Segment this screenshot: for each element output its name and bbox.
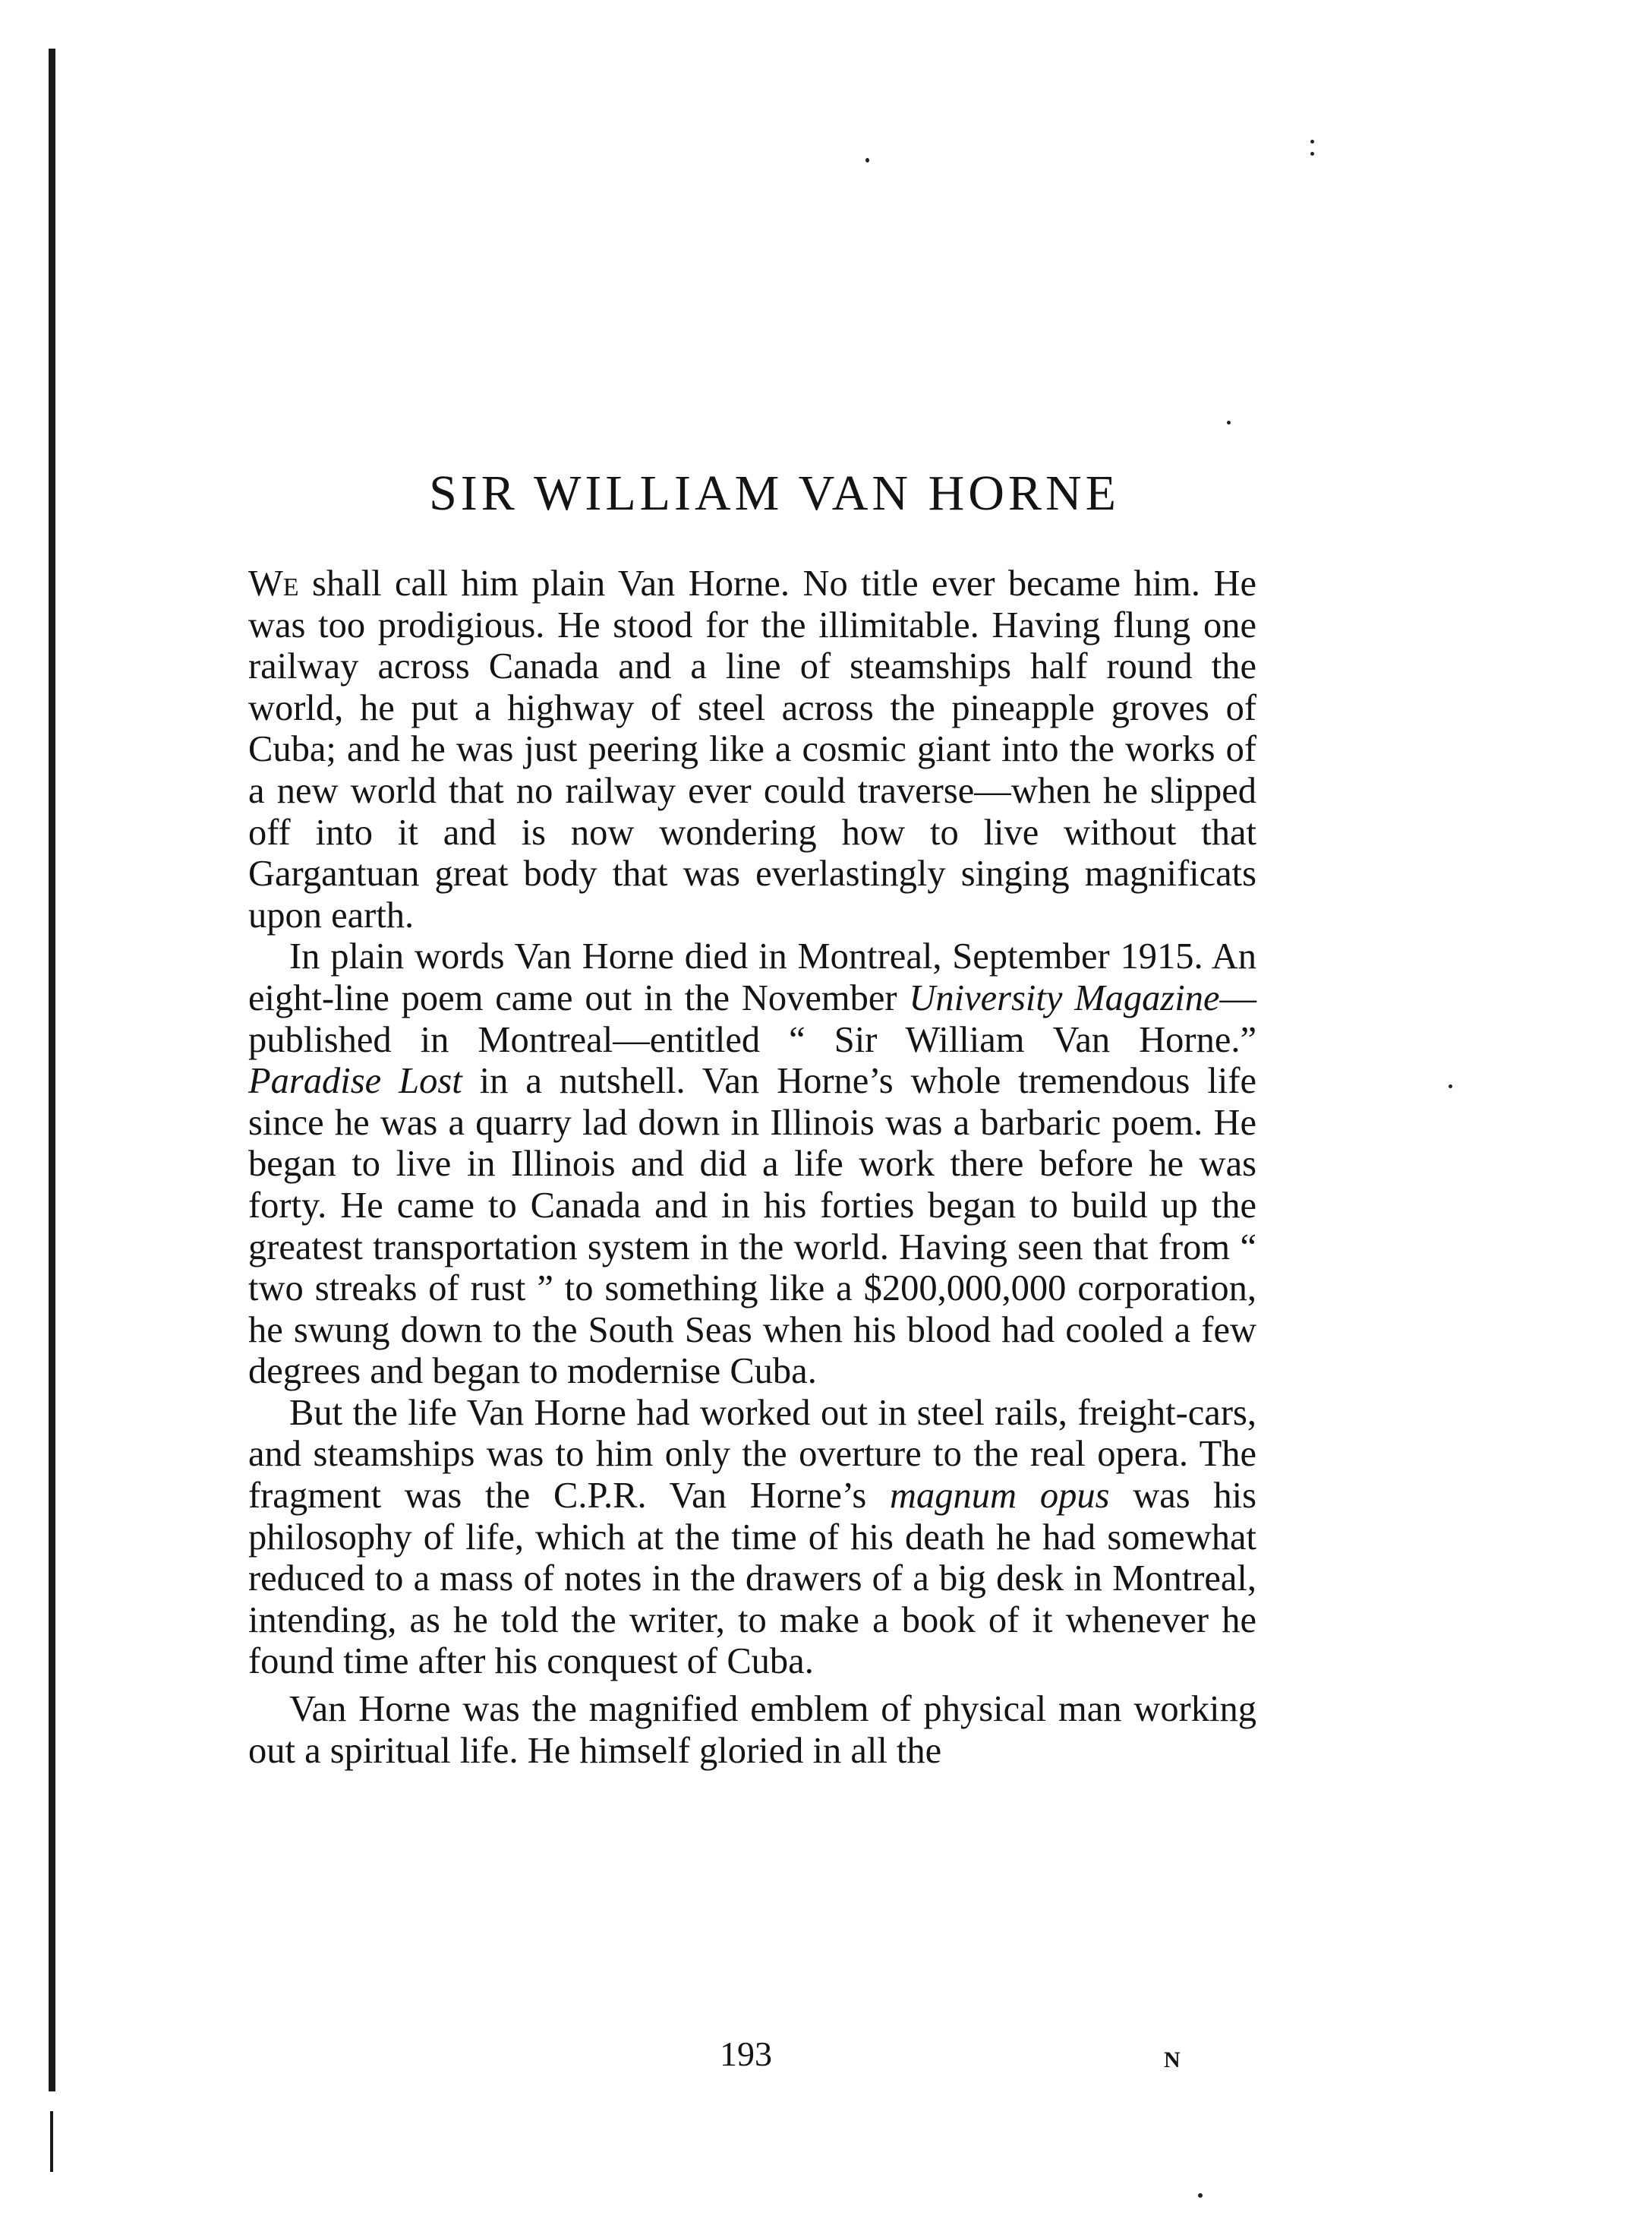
binding-edge-line	[49, 49, 55, 2091]
drop-word: We	[248, 563, 299, 604]
paragraph-text: was his philosophy of life, which at the time of his death he had somewhat reduced to a mass of notes in the drawers of a big desk in Montreal, intending, as he told the writer, to make a book of it whenever he found time after his conquest of Cuba.	[248, 1476, 1257, 1682]
body-text	[248, 563, 1256, 1772]
paragraph	[248, 1689, 1256, 1772]
paragraph-text: in a nutshell. Van Horne’s whole tremendous life since he was a quarry lad down in Illinois was a barbaric poem. He began to live in Illinois and did a life work there before he was forty. He came to Canada and in his forties began to build up the greatest transportation system in the world. Having seen that from “ two streaks of rust ” to something like a $200,000,000 corporation, he swung down to the South Seas when his blood had cooled a few degrees and began to modernise Cuba.	[248, 1061, 1256, 1392]
paragraph	[248, 936, 1256, 1393]
scan-speck	[1310, 152, 1314, 156]
scan-speck	[865, 158, 869, 163]
scan-speck	[1449, 1084, 1452, 1088]
paragraph	[248, 563, 1256, 936]
italic-title: University Magazine	[909, 977, 1220, 1018]
italic-title: Paradise Lost	[248, 1061, 462, 1102]
paragraph-text: Van Horne was the magnified emblem of physical man working out a spiritual life. He himself gloried in all the	[248, 1689, 1256, 1771]
signature-mark: N	[1164, 2047, 1181, 2072]
page-title: SIR WILLIAM VAN HORNE	[429, 466, 1120, 521]
page-number: 193	[720, 2034, 772, 2073]
scan-speck	[1227, 421, 1231, 425]
paragraph-text: shall call him plain Van Horne. No title ever became him. He was too prodigious. He stood for the illimitable. Having flung one railway across Canada and a line of steamships half round the world, he put a highway of steel across the pineapple groves of Cuba; and he was just peering like a cosmic giant into the works of a new world that no railway ever could traverse—when he slipped off into it and is now wondering how to live without that Gargantuan great body that was everlastingly singing magnificats upon earth.	[248, 563, 1256, 936]
paragraph-text: In plain words Van Horne died in Montreal, September 1915. An eight-line poem came out in the November	[248, 936, 1256, 1018]
scan-speck	[1198, 2193, 1203, 2198]
paragraph	[248, 1393, 1256, 1683]
paragraph-text: But the life Van Horne had worked out in steel rails, freight-cars, and steamships was to him only the overture to the real opera. The fragment was the C.P.R. Van Horne’s	[248, 1392, 1256, 1517]
paragraph-text: —published in Montreal—entitled “ Sir William Van Horne.”	[248, 977, 1256, 1060]
scan-speck	[1310, 140, 1314, 144]
italic-phrase: magnum opus	[890, 1476, 1110, 1517]
binding-edge-tail	[50, 2111, 53, 2172]
